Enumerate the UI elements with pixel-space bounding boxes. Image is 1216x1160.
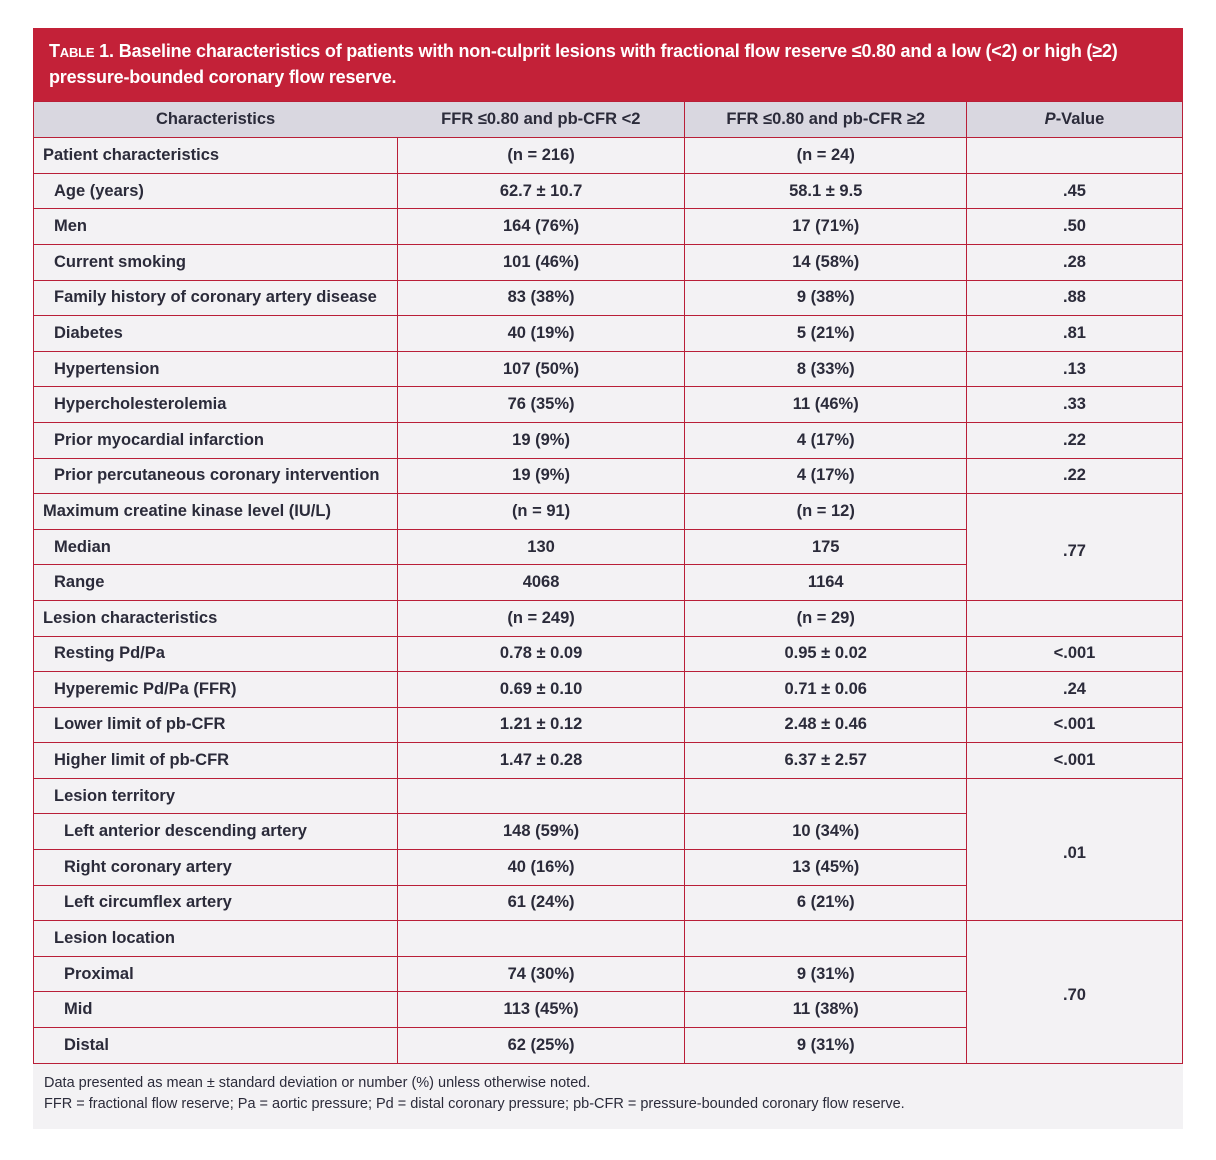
cell-high-cfr-value	[685, 778, 967, 814]
cell-high-cfr-value: 6.37 ± 2.57	[685, 743, 967, 779]
p-value-cell: <.001	[966, 636, 1182, 672]
p-value-cell: .13	[966, 351, 1182, 387]
p-value-cell	[966, 138, 1182, 174]
row-label: Prior myocardial infarction	[34, 422, 398, 458]
cell-high-cfr-value: 14 (58%)	[685, 244, 967, 280]
table-row	[34, 636, 1183, 672]
cell-high-cfr-value: (n = 12)	[685, 494, 967, 530]
cell-high-cfr-value: 11 (38%)	[685, 992, 967, 1028]
p-value-cell: .22	[966, 458, 1182, 494]
table-row	[34, 707, 1183, 743]
cell-low-cfr-value: 107 (50%)	[397, 351, 685, 387]
table-row	[34, 600, 1183, 636]
p-value-cell: .24	[966, 672, 1182, 708]
column-header-characteristics: Characteristics	[34, 102, 398, 138]
footnote-abbreviations: FFR = fractional flow reserve; Pa = aortic pressure; Pd = distal coronary pressure; pb-CFR = pressure-bounded coronary flow reserve.	[44, 1095, 905, 1112]
table-row	[34, 209, 1183, 245]
p-value-cell: <.001	[966, 743, 1182, 779]
table-row	[34, 672, 1183, 708]
cell-high-cfr-value: 9 (31%)	[685, 1028, 967, 1064]
cell-high-cfr-value: 4 (17%)	[685, 422, 967, 458]
column-header-high-cfr: FFR ≤0.80 and pb-CFR ≥2	[685, 102, 967, 138]
cell-high-cfr-value: 175	[685, 529, 967, 565]
row-label: Current smoking	[34, 244, 398, 280]
p-value-cell: .77	[966, 494, 1182, 601]
row-label: Maximum creatine kinase level (IU/L)	[34, 494, 398, 530]
cell-low-cfr-value: 101 (46%)	[397, 244, 685, 280]
table1-block	[33, 28, 1183, 1129]
cell-high-cfr-value: 17 (71%)	[685, 209, 967, 245]
cell-high-cfr-value: 1164	[685, 565, 967, 601]
cell-high-cfr-value: 13 (45%)	[685, 850, 967, 886]
baseline-characteristics-table	[33, 101, 1183, 1063]
row-label: Left circumflex artery	[34, 885, 398, 921]
p-value-cell: .45	[966, 173, 1182, 209]
row-label: Lower limit of pb-CFR	[34, 707, 398, 743]
cell-low-cfr-value: 62.7 ± 10.7	[397, 173, 685, 209]
table-header-row	[34, 102, 1183, 138]
table-row	[34, 778, 1183, 814]
cell-high-cfr-value: 11 (46%)	[685, 387, 967, 423]
cell-high-cfr-value: 2.48 ± 0.46	[685, 707, 967, 743]
p-value-cell: .81	[966, 316, 1182, 352]
cell-high-cfr-value: (n = 24)	[685, 138, 967, 174]
table-row	[34, 173, 1183, 209]
p-value-cell: <.001	[966, 707, 1182, 743]
row-label: Prior percutaneous coronary intervention	[34, 458, 398, 494]
cell-high-cfr-value: 5 (21%)	[685, 316, 967, 352]
table-row	[34, 138, 1183, 174]
row-label: Men	[34, 209, 398, 245]
table-row	[34, 921, 1183, 957]
cell-high-cfr-value: 9 (38%)	[685, 280, 967, 316]
cell-low-cfr-value: (n = 216)	[397, 138, 685, 174]
cell-low-cfr-value: 113 (45%)	[397, 992, 685, 1028]
table-row	[34, 244, 1183, 280]
p-value-italic-letter: P	[1044, 110, 1056, 129]
cell-high-cfr-value: 10 (34%)	[685, 814, 967, 850]
row-label: Higher limit of pb-CFR	[34, 743, 398, 779]
p-value-cell: .22	[966, 422, 1182, 458]
p-value-cell: .50	[966, 209, 1182, 245]
row-label: Hyperemic Pd/Pa (FFR)	[34, 672, 398, 708]
table-body	[34, 138, 1183, 1063]
cell-high-cfr-value: 0.71 ± 0.06	[685, 672, 967, 708]
row-label: Age (years)	[34, 173, 398, 209]
cell-low-cfr-value: (n = 91)	[397, 494, 685, 530]
cell-low-cfr-value: 74 (30%)	[397, 956, 685, 992]
p-value-cell: .01	[966, 778, 1182, 920]
cell-low-cfr-value: 19 (9%)	[397, 422, 685, 458]
cell-low-cfr-value: 83 (38%)	[397, 280, 685, 316]
p-value-cell: .28	[966, 244, 1182, 280]
column-header-p-value	[966, 102, 1182, 138]
cell-low-cfr-value: 164 (76%)	[397, 209, 685, 245]
row-label: Patient characteristics	[34, 138, 398, 174]
cell-low-cfr-value: (n = 249)	[397, 600, 685, 636]
p-value-cell	[966, 600, 1182, 636]
table-row	[34, 280, 1183, 316]
table-row	[34, 351, 1183, 387]
table-row	[34, 494, 1183, 530]
cell-low-cfr-value	[397, 778, 685, 814]
row-label: Lesion characteristics	[34, 600, 398, 636]
cell-low-cfr-value: 40 (16%)	[397, 850, 685, 886]
cell-low-cfr-value	[397, 921, 685, 957]
table-row	[34, 387, 1183, 423]
p-value-header-rest: -Value	[1055, 110, 1105, 129]
cell-low-cfr-value: 1.47 ± 0.28	[397, 743, 685, 779]
cell-high-cfr-value: 4 (17%)	[685, 458, 967, 494]
column-header-low-cfr: FFR ≤0.80 and pb-CFR <2	[397, 102, 685, 138]
cell-high-cfr-value: 9 (31%)	[685, 956, 967, 992]
cell-high-cfr-value: 6 (21%)	[685, 885, 967, 921]
cell-high-cfr-value: (n = 29)	[685, 600, 967, 636]
cell-low-cfr-value: 0.69 ± 0.10	[397, 672, 685, 708]
row-label: Mid	[34, 992, 398, 1028]
cell-low-cfr-value: 130	[397, 529, 685, 565]
cell-low-cfr-value: 61 (24%)	[397, 885, 685, 921]
cell-low-cfr-value: 40 (19%)	[397, 316, 685, 352]
cell-high-cfr-value: 8 (33%)	[685, 351, 967, 387]
cell-high-cfr-value: 58.1 ± 9.5	[685, 173, 967, 209]
table-footnotes	[33, 1064, 1183, 1129]
row-label: Lesion location	[34, 921, 398, 957]
row-label: Proximal	[34, 956, 398, 992]
table-title-text: Baseline characteristics of patients with non-culprit lesions with fractional flow reserve ≤0.80 and a low (<2) or high (≥2) pressure-bounded coronary flow reserve.	[49, 41, 1118, 88]
row-label: Hypercholesterolemia	[34, 387, 398, 423]
cell-low-cfr-value: 0.78 ± 0.09	[397, 636, 685, 672]
row-label: Lesion territory	[34, 778, 398, 814]
cell-low-cfr-value: 4068	[397, 565, 685, 601]
row-label: Hypertension	[34, 351, 398, 387]
table-title-band	[33, 28, 1183, 101]
table-row	[34, 743, 1183, 779]
table-row	[34, 316, 1183, 352]
row-label: Distal	[34, 1028, 398, 1064]
cell-high-cfr-value	[685, 921, 967, 957]
footnote-data-presentation: Data presented as mean ± standard deviation or number (%) unless otherwise noted.	[44, 1074, 591, 1091]
cell-low-cfr-value: 62 (25%)	[397, 1028, 685, 1064]
table-row	[34, 458, 1183, 494]
p-value-cell: .88	[966, 280, 1182, 316]
cell-low-cfr-value: 1.21 ± 0.12	[397, 707, 685, 743]
row-label: Diabetes	[34, 316, 398, 352]
row-label: Left anterior descending artery	[34, 814, 398, 850]
cell-low-cfr-value: 19 (9%)	[397, 458, 685, 494]
row-label: Median	[34, 529, 398, 565]
cell-low-cfr-value: 148 (59%)	[397, 814, 685, 850]
p-value-cell: .33	[966, 387, 1182, 423]
row-label: Family history of coronary artery disease	[34, 280, 398, 316]
row-label: Resting Pd/Pa	[34, 636, 398, 672]
table-row	[34, 422, 1183, 458]
p-value-cell: .70	[966, 921, 1182, 1063]
row-label: Right coronary artery	[34, 850, 398, 886]
row-label: Range	[34, 565, 398, 601]
cell-low-cfr-value: 76 (35%)	[397, 387, 685, 423]
table-number-label: Table 1.	[49, 41, 114, 61]
cell-high-cfr-value: 0.95 ± 0.02	[685, 636, 967, 672]
